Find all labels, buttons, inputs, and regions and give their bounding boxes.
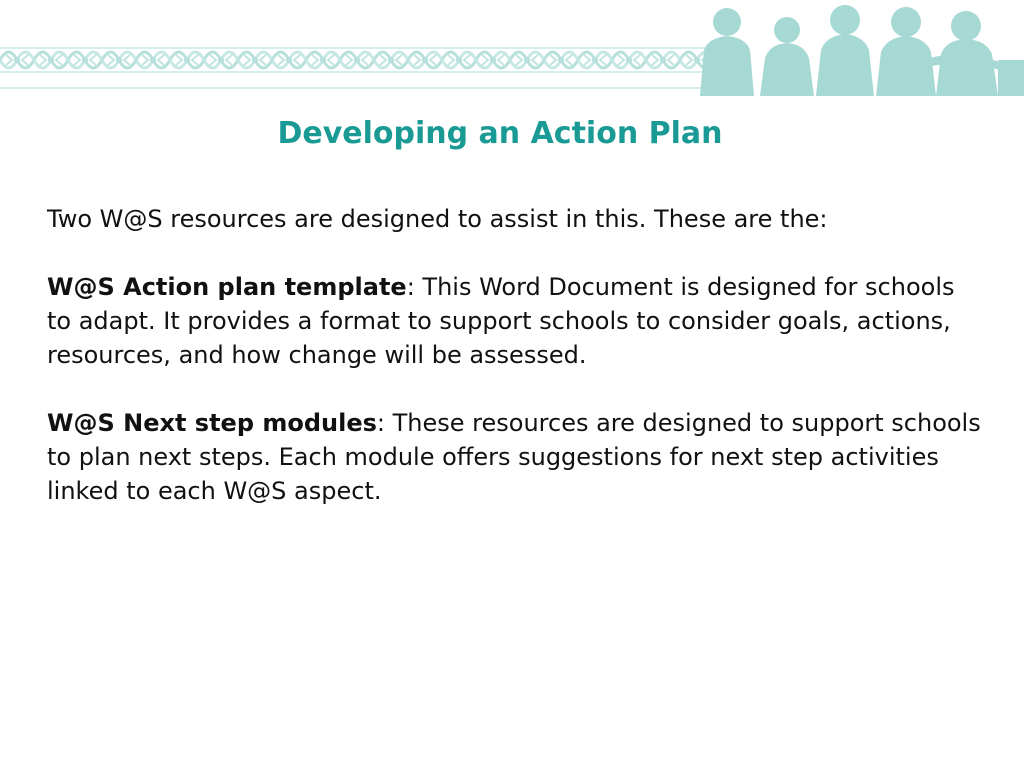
header-banner xyxy=(0,0,1024,96)
action-plan-template-text: This Word Document is designed for schools to adapt. It provides a format to support schools to consider goals, actions, resources, and how change will be assessed. xyxy=(47,273,955,369)
woven-pattern-band-icon xyxy=(0,46,720,90)
next-step-modules-text: These resources are designed to support schools to plan next steps. Each module offers suggestions for next step activities linked to each W@S aspect. xyxy=(47,409,981,505)
next-step-modules-paragraph xyxy=(47,406,982,508)
next-step-modules-separator: : xyxy=(376,409,393,437)
action-plan-template-separator: : xyxy=(406,273,423,301)
slide-body xyxy=(47,202,982,542)
banner-graphic xyxy=(0,0,1024,96)
action-plan-template-heading: W@S Action plan template xyxy=(47,273,407,301)
intro-paragraph: Two W@S resources are designed to assist in this. These are the: xyxy=(47,205,828,233)
next-step-modules-heading: W@S Next step modules xyxy=(47,409,377,437)
slide-title: Developing an Action Plan xyxy=(277,116,723,151)
people-silhouettes-icon xyxy=(700,5,1024,96)
action-plan-template-paragraph xyxy=(47,270,982,372)
